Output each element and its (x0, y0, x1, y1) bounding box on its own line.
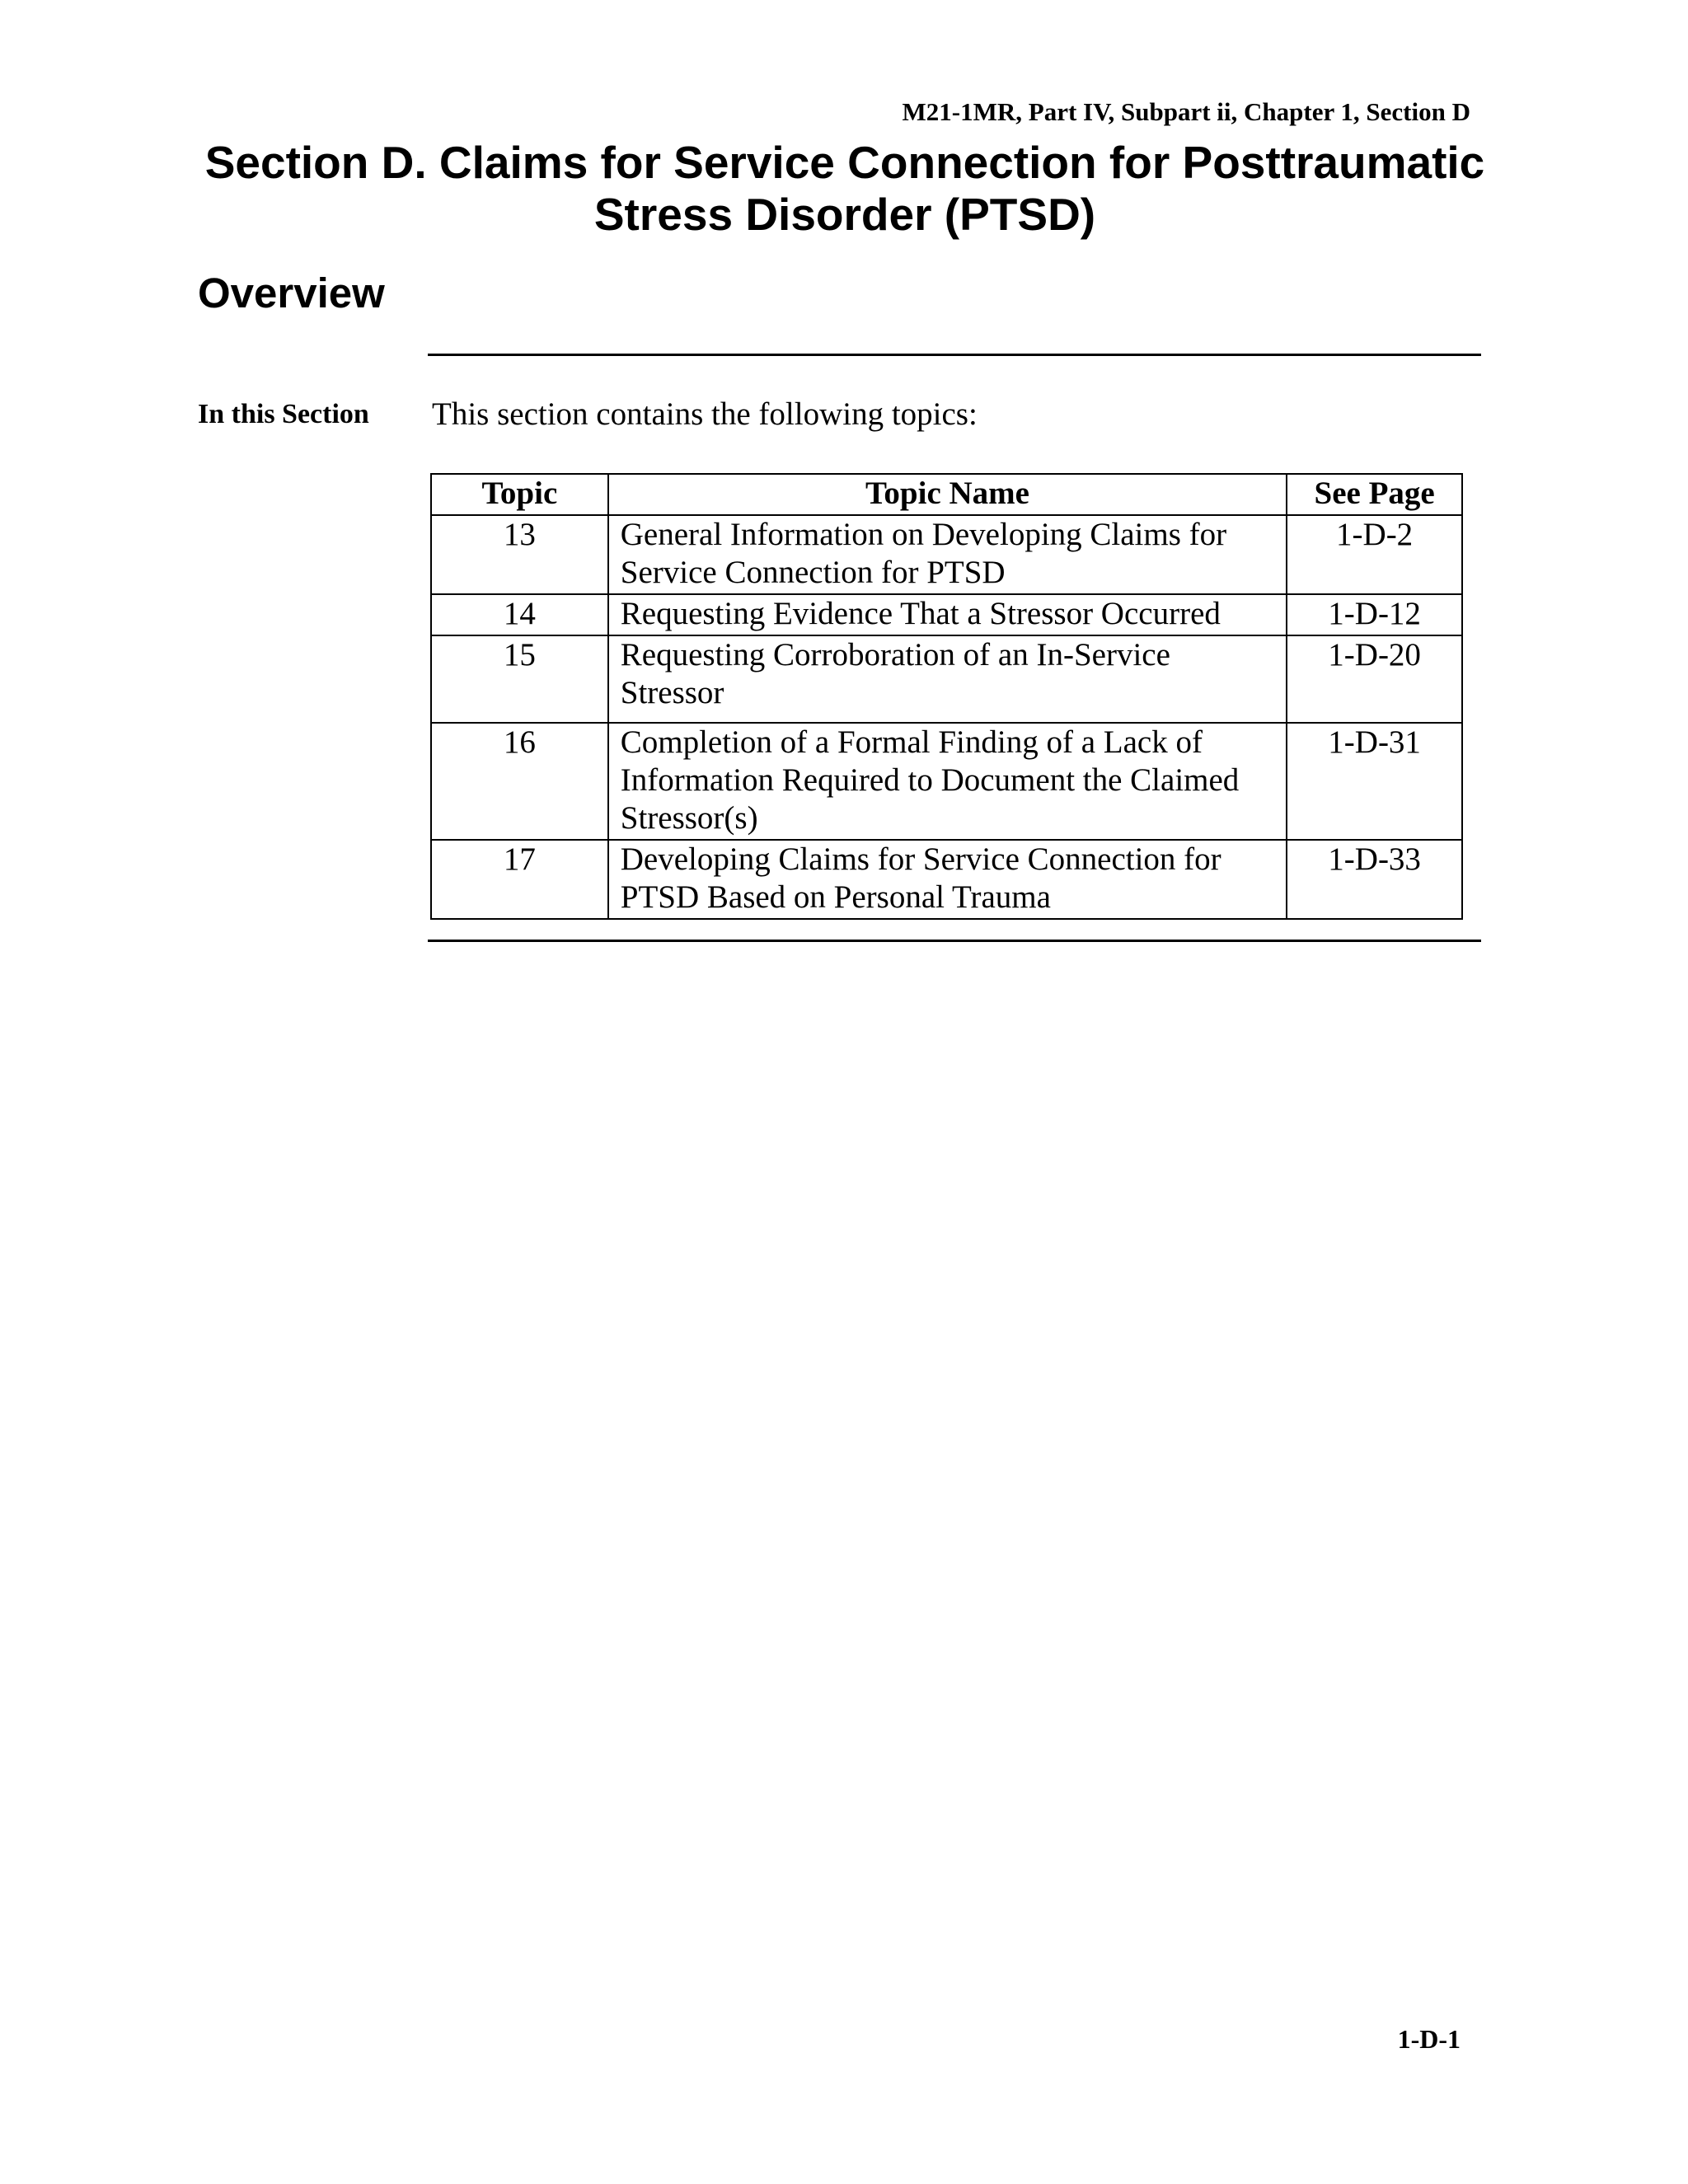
topic-number: 16 (431, 723, 608, 840)
topic-number: 13 (431, 515, 608, 594)
topic-number: 15 (431, 635, 608, 723)
topics-table (430, 473, 1463, 920)
topic-name: General Information on Developing Claims for Service Connection for PTSD (608, 515, 1287, 594)
table-row (431, 840, 1462, 919)
topic-name: Completion of a Formal Finding of a Lack of Information Required to Document the Claimed Stressor(s) (608, 723, 1287, 840)
topic-name: Requesting Evidence That a Stressor Occurred (608, 594, 1287, 635)
topic-name: Developing Claims for Service Connection for PTSD Based on Personal Trauma (608, 840, 1287, 919)
topic-number: 14 (431, 594, 608, 635)
block-bottom-rule (428, 940, 1481, 942)
topic-page: 1-D-12 (1287, 594, 1462, 635)
table-row (431, 635, 1462, 723)
column-header-topic: Topic (431, 474, 608, 515)
running-head: M21-1MR, Part IV, Subpart ii, Chapter 1, Section D (902, 97, 1470, 126)
table-row (431, 515, 1462, 594)
table-row (431, 723, 1462, 840)
block-intro-text: This section contains the following topics: (432, 396, 978, 432)
topic-name: Requesting Corroboration of an In-Service Stressor (608, 635, 1287, 723)
section-title (198, 137, 1492, 241)
page-number: 1-D-1 (1397, 2024, 1461, 2054)
table-row (431, 594, 1462, 635)
section-title-line-1: Section D. Claims for Service Connection for Posttraumatic (204, 137, 1485, 188)
column-header-see-page: See Page (1287, 474, 1462, 515)
topic-page: 1-D-31 (1287, 723, 1462, 840)
column-header-topic-name: Topic Name (608, 474, 1287, 515)
table-header-row (431, 474, 1462, 515)
topic-page: 1-D-2 (1287, 515, 1462, 594)
overview-heading: Overview (198, 269, 385, 316)
section-title-line-2: Stress Disorder (PTSD) (593, 189, 1096, 240)
block-label: In this Section (198, 399, 369, 429)
block-top-rule (428, 354, 1481, 356)
topic-number: 17 (431, 840, 608, 919)
topic-page: 1-D-20 (1287, 635, 1462, 723)
topic-page: 1-D-33 (1287, 840, 1462, 919)
